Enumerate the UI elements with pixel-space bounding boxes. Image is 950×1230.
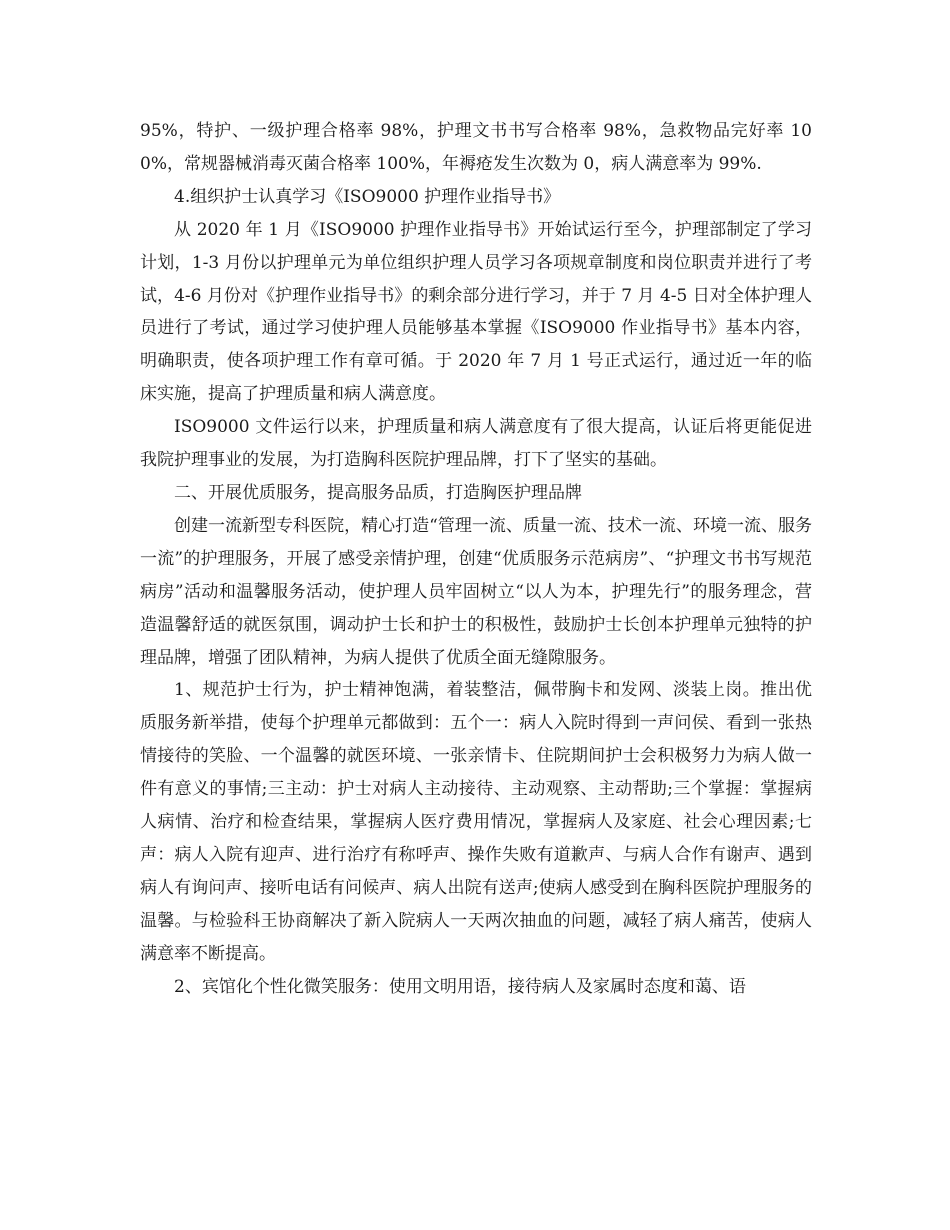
paragraph-first-class-hospital: 创建一流新型专科医院，精心打造“管理一流、质量一流、技术一流、环境一流、服务一流”的护理服务，开展了感受亲情护理，创建“优质服务示范病房”、“护理文书书写规范病房”活动和温馨服务活动，使护理人员牢固树立“以人为本，护理先行”的服务理念，营造温馨舒适的就医氛围，调动护士长和护士的积极性，鼓励护士长创本护理单元独特的护理品牌，增强了团队精神，为病人提供了优质全面无缝隙服务。: [140, 515, 812, 668]
heading-iso9000-study: 4.组织护士认真学习《ISO9000 护理作业指导书》: [174, 186, 561, 207]
paragraph-quality-rates: 95%，特护、一级护理合格率 98%，护理文书书写合格率 98%，急救物品完好率 100%，常规器械消毒灭菌合格率 100%，年褥疮发生次数为 0，病人满意率为 99%.: [140, 121, 812, 174]
document-page: [140, 115, 812, 1003]
paragraph-hotel-style-service: 2、宾馆化个性化微笑服务：使用文明用语，接待病人及家属时态度和蔼、语: [174, 976, 746, 997]
heading-quality-service: 二、开展优质服务，提高服务品质，打造胸医护理品牌: [174, 482, 582, 503]
paragraph-iso9000-results: ISO9000 文件运行以来，护理质量和病人满意度有了很大提高，认证后将更能促进我院护理事业的发展，为打造胸科医院护理品牌，打下了坚实的基础。: [140, 417, 812, 471]
paragraph-nurse-conduct: 1、规范护士行为，护士精神饱满，着装整洁，佩带胸卡和发网、淡装上岗。推出优质服务新举措，使每个护理单元都做到：五个一：病人入院时得到一声问侯、看到一张热情接待的笑脸、一个温馨的就医环境、一张亲情卡、住院期间护士会积极努力为病人做一件有意义的事情;三主动：护士对病人主动接待、主动观察、主动帮助;三个掌握：掌握病人病情、治疗和检查结果，掌握病人医疗费用情况，掌握病人及家庭、社会心理因素;七声：病人入院有迎声、进行治疗有称呼声、操作失败有道歉声、与病人合作有谢声、遇到病人有询问声、接听电话有问候声、病人出院有送声;使病人感受到在胸科医院护理服务的温馨。与检验科王协商解决了新入院病人一天两次抽血的问题，减轻了病人痛苦，使病人满意率不断提高。: [140, 680, 812, 964]
paragraph-iso9000-study-plan: 从 2020 年 1 月《ISO9000 护理作业指导书》开始试运行至今，护理部制定了学习计划，1-3 月份以护理单元为单位组织护理人员学习各项规章制度和岗位职责并进行了考试，4-6 月份对《护理作业指导书》的剩余部分进行学习，并于 7 月 4-5 日对全体护理人员进行了考试，通过学习使护理人员能够基本掌握《ISO9000 作业指导书》基本内容，明确职责，使各项护理工作有章可循。于 2020 年 7 月 1 号正式运行，通过近一年的临床实施，提高了护理质量和病人满意度。: [140, 219, 812, 405]
